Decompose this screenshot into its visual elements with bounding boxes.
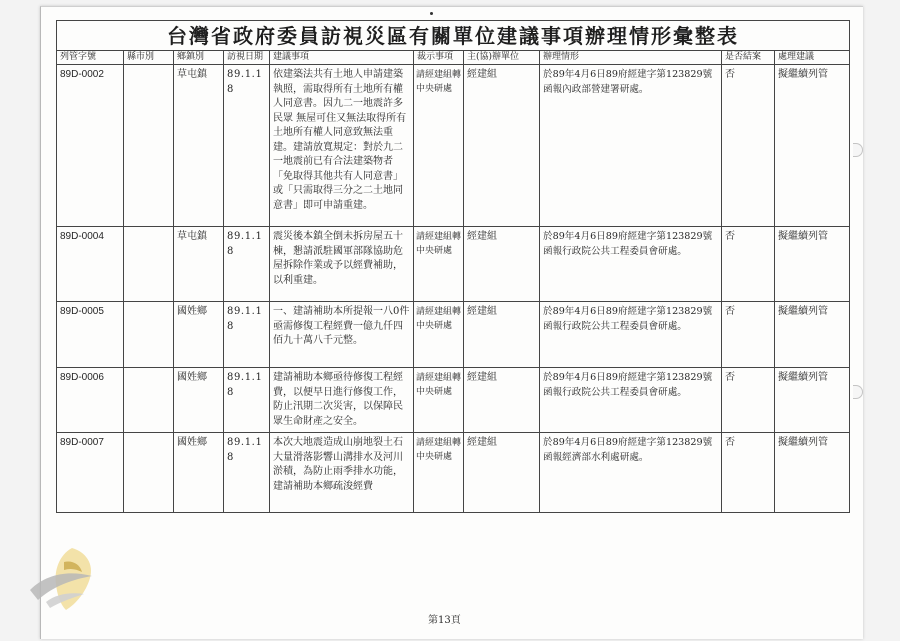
header-visit-date: 訪視日期: [224, 51, 270, 65]
responsible-unit: 經建組: [464, 433, 540, 513]
table-row: [57, 65, 850, 227]
county-cell: [124, 65, 174, 227]
table-row: [57, 368, 850, 433]
responsible-unit: 經建組: [464, 368, 540, 433]
handling-recommendation: 擬繼續列管: [775, 227, 850, 302]
visit-date: 89.1.18: [224, 227, 270, 302]
header-suggestion: 建議事項: [270, 51, 414, 65]
case-number: 89D-0002: [57, 65, 124, 227]
header-county: 縣市別: [124, 51, 174, 65]
summary-table: [56, 20, 850, 513]
township: 國姓鄉: [174, 302, 224, 368]
county-cell: [124, 227, 174, 302]
table-row: [57, 433, 850, 513]
township: 草屯鎮: [174, 65, 224, 227]
county-cell: [124, 433, 174, 513]
header-closed: 是否結案: [722, 51, 775, 65]
suggestion: 建請補助本鄉亟待修復工程經費，以便早日進行修復工作，防止汛期二次災害，以保障民眾生命財產之安全。: [270, 368, 414, 433]
directive: 請經建組轉中央研處: [414, 227, 464, 302]
header-row: [57, 51, 850, 65]
header-recommendation: 處理建議: [775, 51, 850, 65]
responsible-unit: 經建組: [464, 302, 540, 368]
table-row: [57, 302, 850, 368]
handling-status: 於89年4月6日89府經建字第123829號函報行政院公共工程委員會研處。: [540, 227, 722, 302]
suggestion: 一、建請補助本所提報一八0件亟需修復工程經費一億九仟四佰九十萬八千元整。: [270, 302, 414, 368]
header-unit: 主(協)辦單位: [464, 51, 540, 65]
case-closed: 否: [722, 65, 775, 227]
page-number: 第13頁: [428, 615, 461, 626]
visit-date: 89.1.18: [224, 65, 270, 227]
handling-status: 於89年4月6日89府經建字第123829號函報經濟部水利處研處。: [540, 433, 722, 513]
header-township: 鄉鎮別: [174, 51, 224, 65]
handling-status: 於89年4月6日89府經建字第123829號函報行政院公共工程委員會研處。: [540, 302, 722, 368]
visit-date: 89.1.18: [224, 302, 270, 368]
header-status: 辦理情形: [540, 51, 722, 65]
responsible-unit: 經建組: [464, 227, 540, 302]
visit-date: 89.1.18: [224, 433, 270, 513]
county-cell: [124, 368, 174, 433]
directive: 請經建組轉中央研處: [414, 368, 464, 433]
township: 國姓鄉: [174, 433, 224, 513]
handling-status: 於89年4月6日89府經建字第123829號函報行政院公共工程委員會研處。: [540, 368, 722, 433]
case-closed: 否: [722, 227, 775, 302]
scan-speck: [430, 12, 433, 15]
header-directive: 裁示事項: [414, 51, 464, 65]
handling-recommendation: 擬繼續列管: [775, 368, 850, 433]
table-row: [57, 227, 850, 302]
handling-recommendation: 擬繼續列管: [775, 65, 850, 227]
case-number: 89D-0004: [57, 227, 124, 302]
responsible-unit: 經建組: [464, 65, 540, 227]
case-closed: 否: [722, 433, 775, 513]
directive: 請經建組轉中央研處: [414, 65, 464, 227]
directive: 請經建組轉中央研處: [414, 302, 464, 368]
case-number: 89D-0005: [57, 302, 124, 368]
title-row: [57, 21, 850, 51]
case-number: 89D-0006: [57, 368, 124, 433]
handling-status: 於89年4月6日89府經建字第123829號函報內政部營建署研處。: [540, 65, 722, 227]
document-title: 台灣省政府委員訪視災區有關單位建議事項辦理情形彙整表: [57, 21, 850, 51]
directive: 請經建組轉中央研處: [414, 433, 464, 513]
township: 國姓鄉: [174, 368, 224, 433]
case-closed: 否: [722, 302, 775, 368]
taiwan-logo-icon: [26, 544, 112, 614]
suggestion: 震災後本鎮全倒未拆房屋五十棟，懇請派駐國軍部隊協助危屋拆除作業或予以經費補助，以利重建。: [270, 227, 414, 302]
handling-recommendation: 擬繼續列管: [775, 302, 850, 368]
case-closed: 否: [722, 368, 775, 433]
county-cell: [124, 302, 174, 368]
visit-date: 89.1.18: [224, 368, 270, 433]
header-case-number: 列管字號: [57, 51, 124, 65]
handling-recommendation: 擬繼續列管: [775, 433, 850, 513]
suggestion: 依建築法共有土地人申請建築執照，需取得所有土地所有權人同意書。因九二一地震許多民眾 無屋可住又無法取得所有土地所有權人同意致無法重建。建請放寬規定：對於九二一地震前已有合法建築物者「免取得其他共有人同意書」或「只需取得三分之二土地同意書」即可申請重建。: [270, 65, 414, 227]
suggestion: 本次大地震造成山崩地裂土石大量滑落影響山溝排水及河川淤積，為防止雨季排水功能，建請補助本鄉疏浚經費: [270, 433, 414, 513]
case-number: 89D-0007: [57, 433, 124, 513]
township: 草屯鎮: [174, 227, 224, 302]
